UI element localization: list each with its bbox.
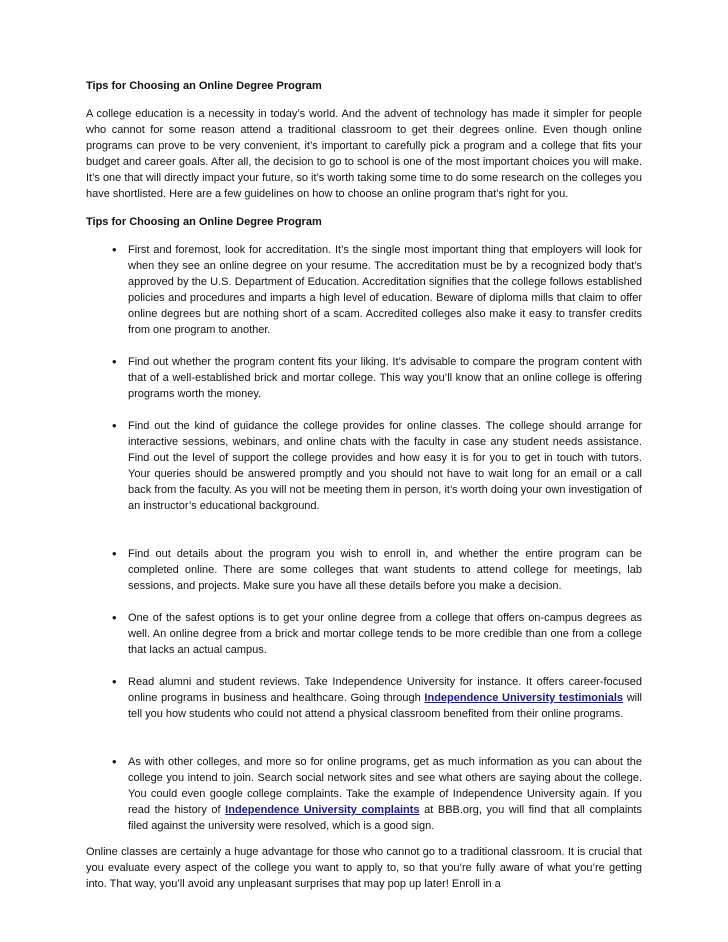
tip-text: Find out details about the program you wish to enroll in, and whether the entire program can be completed online. There are some colleges that want students to attend college for meetings, lab sessions, and projects. Make sure you have all these details before you make a decision.: [128, 548, 642, 592]
tip-text: One of the safest options is to get your online degree from a college that offers on-campus degrees as well. An online degree from a brick and mortar college tends to be more credible than one from a college that lacks an actual campus.: [128, 612, 642, 656]
list-item: [86, 242, 642, 338]
document-page: [86, 78, 642, 892]
list-item: [86, 610, 642, 658]
list-item: [86, 754, 642, 834]
testimonials-link[interactable]: Independence University testimonials: [424, 692, 624, 704]
bullet-icon: •: [112, 418, 117, 433]
tips-heading: Tips for Choosing an Online Degree Program: [86, 216, 322, 228]
bullet-icon: •: [112, 674, 117, 689]
bullet-icon: •: [112, 354, 117, 369]
closing-paragraph: Online classes are certainly a huge advantage for those who cannot go to a traditional classroom. It is crucial that you evaluate every aspect of the college you want to apply to, so that you’re fully aware of what you’re getting into. That way, you’ll avoid any unpleasant surprises that may pop up later! Enroll in a: [86, 846, 642, 890]
tip-text: First and foremost, look for accreditation. It’s the single most important thing that employers will look for when they see an online degree on your resume. The accreditation must be by a recognized body that’s approved by the U.S. Department of Education. Accreditation signifies that the college follows established policies and procedures and imparts a high level of education. Beware of diploma mills that claim to offer online degrees but are nothing short of a scam. Accredited colleges also make it easy to transfer credits from one program to another.: [128, 244, 642, 336]
tip-text: Find out the kind of guidance the college provides for online classes. The college should arrange for interactive sessions, webinars, and online chats with the faculty in case any student needs assistance. Find out the level of support the college provides and how easy it is for you to get in touch with tutors. Your queries should be answered promptly and you should not have to wait long for an email or a call back from the faculty. As you will not be meeting them in person, it’s worth doing your own investigation of an instructor’s educational background.: [128, 420, 642, 512]
document-title: Tips for Choosing an Online Degree Program: [86, 80, 322, 92]
intro-paragraph: A college education is a necessity in today’s world. And the advent of technology has made it simpler for people who cannot for some reason attend a traditional classroom to get their degrees online. Even though online programs can prove to be very convenient, it’s important to carefully pick a program and a college that fits your budget and career goals. After all, the decision to go to school is one of the most important choices you will make. It’s one that will directly impact your future, so it’s worth taking some time to do some research on the colleges you have shortlisted. Here are a few guidelines on how to choose an online program that’s right for you.: [86, 108, 642, 200]
tip-text-before: As with other colleges, and more so for online programs, get as much information as you can about the college you intend to join. Search social network sites and see what others are saying about the college. You could even google college complaints. Take the example of Independence University again. If you read the history of: [128, 756, 642, 816]
bullet-icon: •: [112, 546, 117, 561]
list-item: [86, 674, 642, 722]
bullet-icon: •: [112, 242, 117, 257]
tip-text-after: will tell you how students who could not attend a physical classroom benefited from their online programs.: [128, 692, 642, 720]
complaints-link[interactable]: Independence University complaints: [225, 804, 420, 816]
tip-text-before: Read alumni and student reviews. Take Independence University for instance. It offers career-focused online programs in business and healthcare. Going through: [128, 676, 642, 704]
tip-text-after: at BBB.org, you will find that all complaints filed against the university were resolved, which is a good sign.: [128, 804, 642, 832]
list-item: [86, 354, 642, 402]
list-item: [86, 546, 642, 594]
tip-text: Find out whether the program content fits your liking. It’s advisable to compare the program content with that of a well-established brick and mortar college. This way you’ll know that an online college is offering programs worth the money.: [128, 356, 642, 400]
tips-list: [86, 242, 642, 834]
list-item: [86, 418, 642, 514]
bullet-icon: •: [112, 610, 117, 625]
bullet-icon: •: [112, 754, 117, 769]
